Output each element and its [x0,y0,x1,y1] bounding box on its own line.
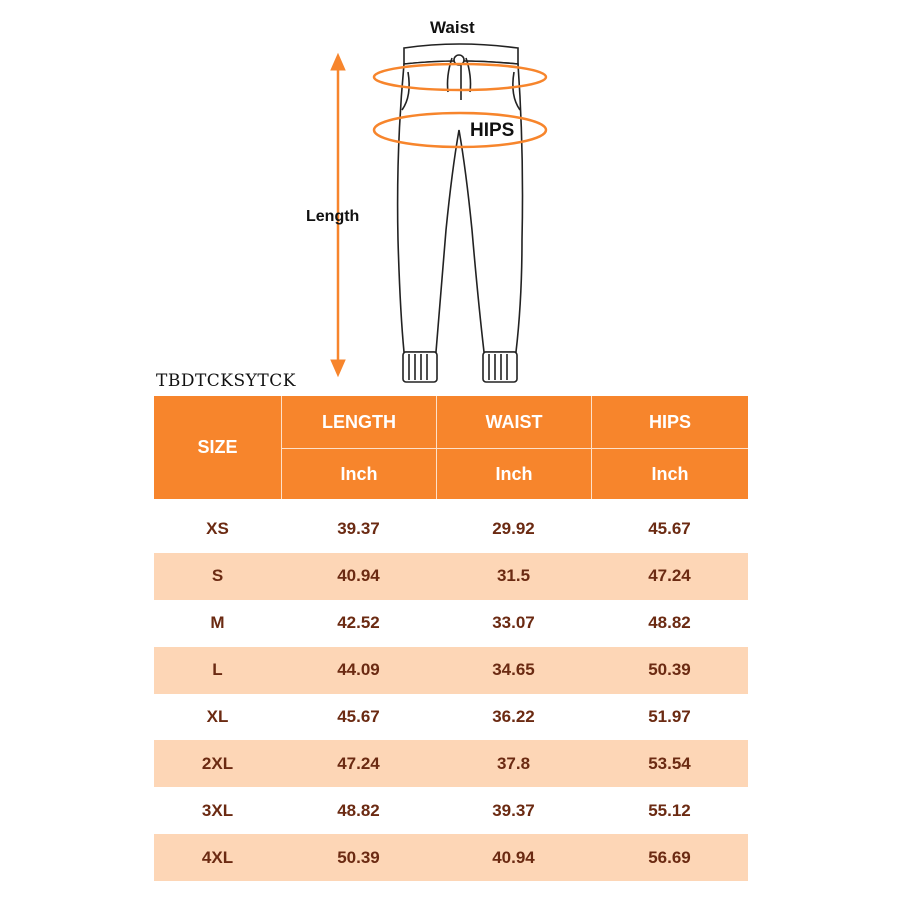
waist-cell: 36.22 [492,707,535,726]
header-hips-unit: Inch [591,448,748,499]
length-cell: 40.94 [337,566,380,586]
pants-illustration [0,0,900,390]
size-cell: M [210,613,225,633]
header-hips: HIPS [591,396,748,448]
waist-cell: 29.92 [492,519,535,539]
size-cell: L [212,660,223,680]
hips-cell: 50.39 [648,660,691,680]
table-row [154,694,748,741]
length-cell: 39.37 [337,519,380,539]
table-row [154,834,748,881]
length-cell: 45.67 [337,707,380,726]
hips-label: HIPS [470,120,515,141]
header-waist-unit: Inch [436,448,591,499]
table-header [154,396,748,499]
hips-cell: 53.54 [648,753,691,773]
length-cell: 50.39 [337,847,380,867]
hips-cell: 48.82 [648,613,691,633]
size-cell: XL [206,707,229,726]
header-length: LENGTH [281,396,436,448]
hips-cell: 55.12 [648,800,691,820]
waist-cell: 40.94 [492,847,535,867]
waist-cell: 37.8 [496,753,531,773]
hips-cell: 47.24 [648,566,691,586]
table-row [154,787,748,834]
brand-name: TBDTCKSYTCK [156,371,296,391]
hips-cell: 51.97 [648,707,691,726]
size-cell: S [211,566,224,586]
waist-label: Waist [430,18,475,37]
size-diagram [0,0,900,390]
header-length-unit: Inch [281,448,436,499]
size-cell: 2XL [201,753,234,773]
length-label: Length [306,208,360,225]
length-cell: 48.82 [337,800,380,820]
pants-outline [398,44,523,382]
hips-cell: 56.69 [648,847,691,867]
length-cell: 42.52 [337,613,380,633]
waist-cell: 33.07 [492,613,535,633]
waist-cell: 34.65 [492,660,535,680]
size-chart-table [154,396,748,881]
header-size: SIZE [197,437,238,457]
size-cell: 4XL [201,847,234,867]
hips-cell: 45.67 [648,519,691,539]
waist-cell: 31.5 [496,566,531,586]
header-waist: WAIST [436,396,591,448]
table-row [154,740,748,787]
table-row [154,600,748,647]
table-row [154,506,748,553]
length-cell: 47.24 [337,753,380,773]
table-row [154,647,748,694]
length-cell: 44.09 [337,660,380,680]
size-cell: XS [206,519,229,539]
size-cell: 3XL [201,800,234,820]
waist-cell: 39.37 [492,800,535,820]
table-row [154,553,748,600]
table-body [154,499,748,881]
